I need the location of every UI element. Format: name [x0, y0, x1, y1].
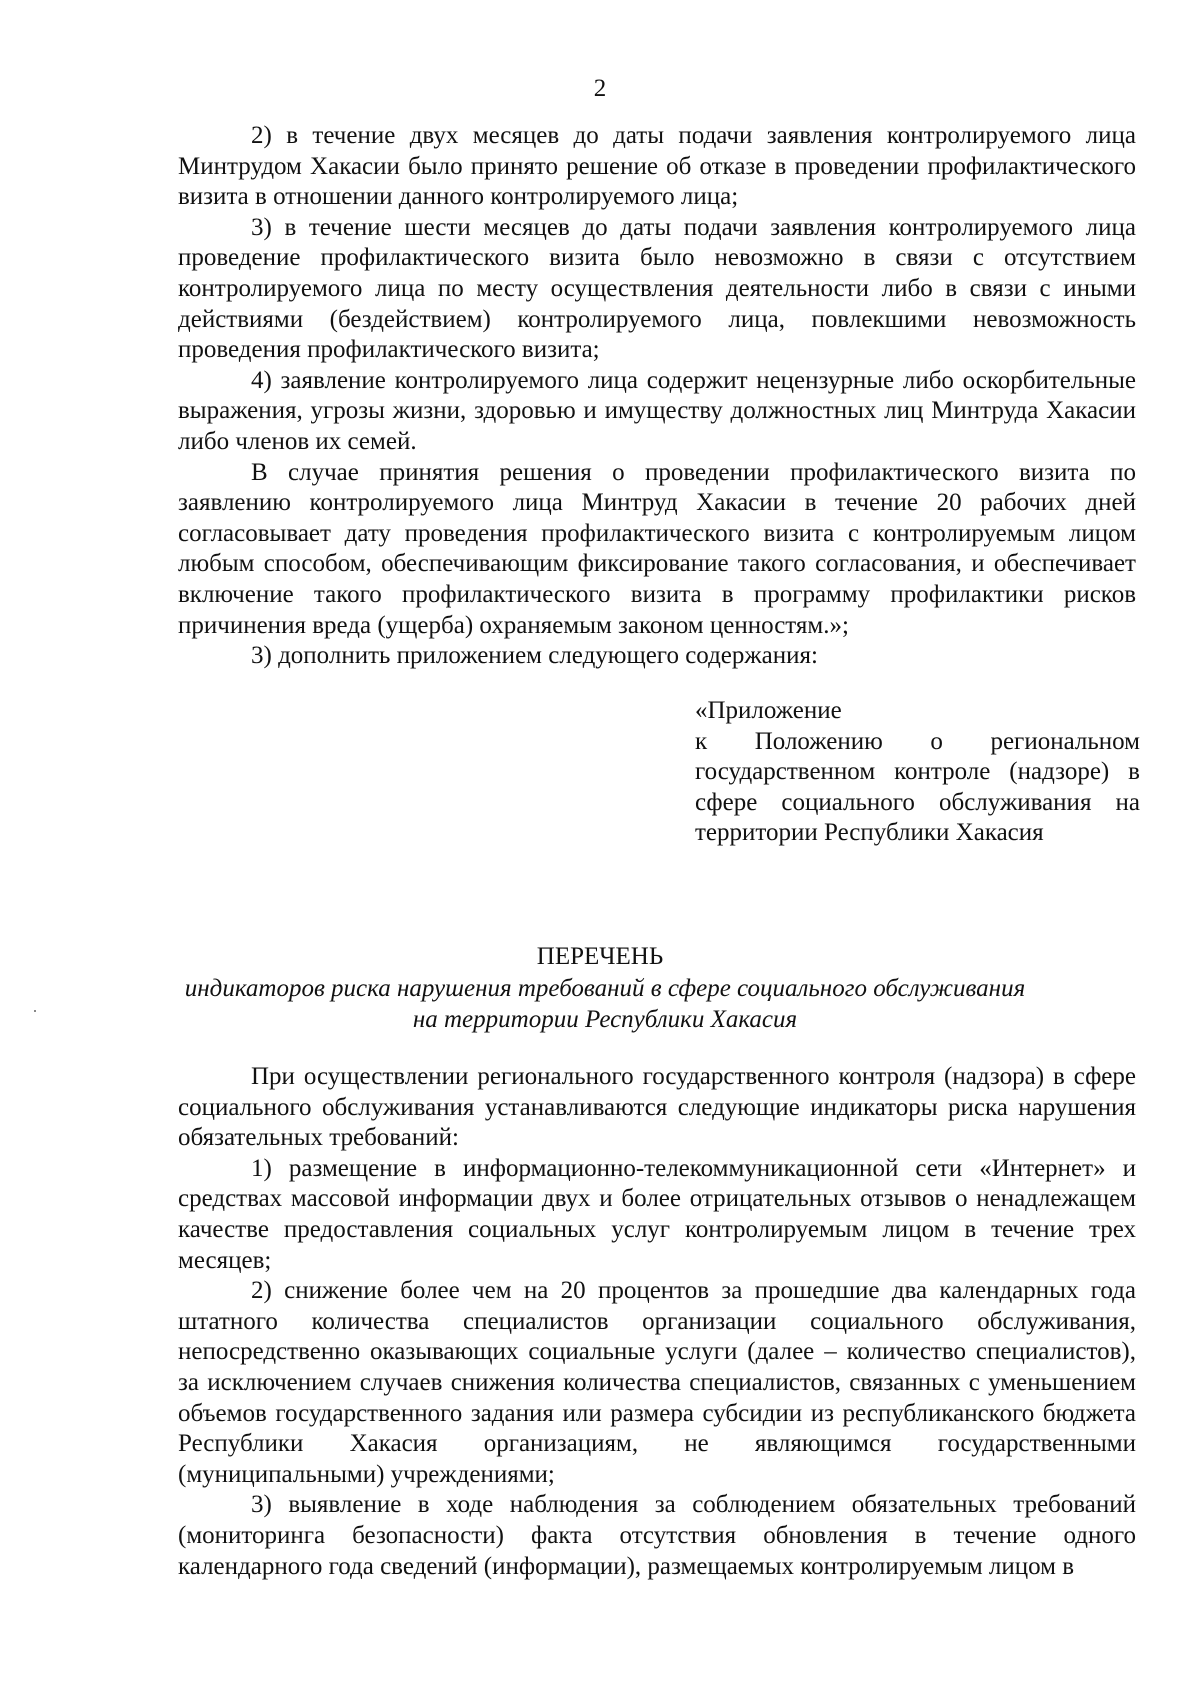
paragraph-add-appendix: 3) дополнить приложением следующего содержания:: [251, 642, 818, 670]
scan-speck: [34, 1010, 36, 1012]
appendix-note: [695, 696, 1140, 849]
page-number: 2: [593, 75, 607, 102]
paragraph-intro: При осуществлении регионального государственного контроля (надзора) в сфере социального обслуживания устанавливаются следующие индикаторы риска нарушения обязательных требований:: [178, 1063, 1136, 1152]
risk-indicators-text: [178, 1062, 1136, 1582]
paragraph-item-4: 4) заявление контролируемого лица содержит нецензурные либо оскорбительные выражения, угрозы жизни, здоровью и имуществу должностных лиц Минтруда Хакасии либо членов их семей.: [178, 366, 1136, 455]
appendix-reference: к Положению о региональном государственном контроле (надзоре) в сфере социального обслуживания на территории Республики Хакасия: [695, 727, 1140, 847]
indicator-item-1: 1) размещение в информационно-телекоммуникационной сети «Интернет» и средствах массовой информации двух и более отрицательных отзывов о ненадлежащем качестве предоставления социальных услуг контролируемым лицом в течение трех месяцев;: [178, 1154, 1136, 1274]
list-title: ПЕРЕЧЕНЬ: [536, 943, 664, 970]
indicator-item-2: 2) снижение более чем на 20 процентов за прошедшие два календарных года штатного количества специалистов организации социального обслуживания, непосредственно оказывающих социальные услуги (далее – количество специалистов), за исключением случаев снижения количества специалистов, связанных с уменьшением объемов государственного задания или размера субсидии из республиканского бюджета Республики Хакасия организациям, не являющимся государственными (муниципальными) учреждениями;: [178, 1277, 1136, 1488]
paragraph-item-3: 3) в течение шести месяцев до даты подачи заявления контролируемого лица проведение профилактического визита было невозможно в связи с отсутствием контролируемого лица по месту осуществления деятельности либо в связи с иными действиями (бездействием) контролируемого лица, повлекшими невозможность проведения профилактического визита;: [178, 213, 1136, 364]
amendment-text: [178, 121, 1136, 672]
list-subtitle: [150, 973, 1060, 1035]
list-subtitle-line-2: на территории Республики Хакасия: [412, 1006, 798, 1033]
indicator-item-3: 3) выявление в ходе наблюдения за соблюдением обязательных требований (мониторинга безопасности) факта отсутствия обновления в течение одного календарного года сведений (информации), размещаемых контролируемым лицом в: [178, 1491, 1136, 1580]
paragraph-visit-agreement: В случае принятия решения о проведении профилактического визита по заявлению контролируемого лица Минтруд Хакасии в течение 20 рабочих дней согласовывает дату проведения профилактического визита с контролируемым лицом любым способом, обеспечивающим фиксирование такого согласования, и обеспечивает включение такого профилактического визита в программу профилактики рисков причинения вреда (ущерба) охраняемым законом ценностям.»;: [178, 458, 1136, 639]
paragraph-item-2: 2) в течение двух месяцев до даты подачи заявления контролируемого лица Минтрудом Хакасии было принято решение об отказе в проведении профилактического визита в отношении данного контролируемого лица;: [178, 122, 1136, 211]
list-subtitle-line-1: индикаторов риска нарушения требований в сфере социального обслуживания: [184, 975, 1026, 1002]
appendix-heading: «Приложение: [695, 697, 842, 724]
